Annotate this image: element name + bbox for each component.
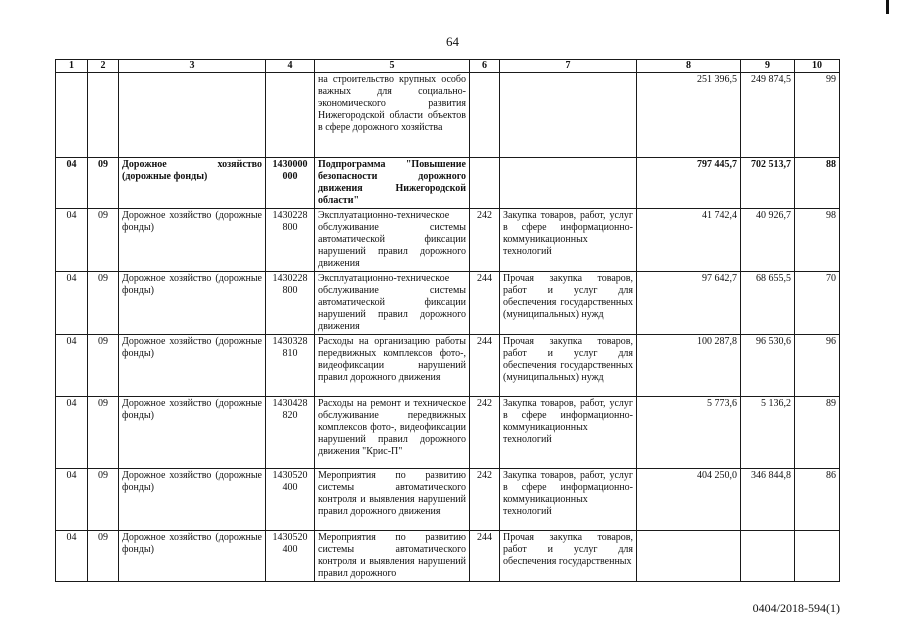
planned-amount-cell: 100 287,8 [637,335,741,397]
header-cell: 8 [637,60,741,73]
expense-type-name-cell: Прочая закупка товаров, работ и услуг для обеспечения государственных (муниципальных) нужд [500,335,637,397]
header-cell: 7 [500,60,637,73]
subsection-code-cell: 09 [88,531,119,582]
section-name-cell: Дорожное хозяйство (дорожные фонды) [119,397,266,469]
execution-percent-cell: 99 [795,73,840,158]
expense-type-code-cell: 244 [470,531,500,582]
expense-name-cell: Мероприятия по развитию системы автоматического контроля и выявления нарушений правил дорожного движения [315,469,470,531]
planned-amount-cell: 41 742,4 [637,209,741,272]
expense-name-cell: Мероприятия по развитию системы автоматического контроля и выявления нарушений правил дорожного [315,531,470,582]
actual-amount-cell: 702 513,7 [741,158,795,209]
expense-type-code-cell: 242 [470,209,500,272]
expense-type-name-cell [500,73,637,158]
header-cell: 9 [741,60,795,73]
header-cell: 5 [315,60,470,73]
planned-amount-cell: 97 642,7 [637,272,741,335]
table-row [56,209,840,272]
header-cell: 4 [266,60,315,73]
target-article-cell: 1430520 400 [266,531,315,582]
execution-percent-cell: 88 [795,158,840,209]
section-name-cell: Дорожное хозяйство (дорожные фонды) [119,531,266,582]
planned-amount-cell: 5 773,6 [637,397,741,469]
target-article-cell [266,73,315,158]
expense-type-code-cell [470,73,500,158]
header-row [56,60,840,73]
table-row [56,397,840,469]
expense-type-name-cell: Прочая закупка товаров, работ и услуг для обеспечения государственных (муниципальных) нужд [500,272,637,335]
table-row [56,73,840,158]
expense-type-name-cell: Закупка товаров, работ, услуг в сфере информационно-коммуникационных технологий [500,209,637,272]
expense-type-name-cell [500,158,637,209]
expense-type-code-cell [470,158,500,209]
actual-amount-cell: 249 874,5 [741,73,795,158]
document-code: 0404/2018-594(1) [752,601,840,615]
budget-table [55,59,840,582]
subsection-code-cell: 09 [88,469,119,531]
planned-amount-cell [637,531,741,582]
expense-name-cell: на строительство крупных особо важных для социально-экономического развития Нижегородской области объектов в сфере дорожного хозяйства [315,73,470,158]
expense-type-name-cell: Прочая закупка товаров, работ и услуг для обеспечения государственных [500,531,637,582]
section-code-cell: 04 [56,469,88,531]
expense-name-cell: Расходы на ремонт и техническое обслуживание передвижных комплексов фото-, видеофиксации нарушений правил дорожного движения "Крис-П" [315,397,470,469]
header-cell: 10 [795,60,840,73]
expense-name-cell: Эксплуатационно-техническое обслуживание системы автоматической фиксации нарушений правил дорожного движения [315,272,470,335]
target-article-cell: 1430428 820 [266,397,315,469]
actual-amount-cell: 40 926,7 [741,209,795,272]
subsection-code-cell: 09 [88,158,119,209]
section-name-cell: Дорожное хозяйство (дорожные фонды) [119,335,266,397]
actual-amount-cell: 96 530,6 [741,335,795,397]
actual-amount-cell: 5 136,2 [741,397,795,469]
edge-mark [886,0,889,14]
table-row [56,335,840,397]
execution-percent-cell: 89 [795,397,840,469]
planned-amount-cell: 797 445,7 [637,158,741,209]
header-cell: 6 [470,60,500,73]
expense-name-cell: Подпрограмма "Повышение безопасности дорожного движения Нижегородской области" [315,158,470,209]
subsection-code-cell: 09 [88,272,119,335]
section-code-cell: 04 [56,209,88,272]
execution-percent-cell: 70 [795,272,840,335]
section-code-cell: 04 [56,158,88,209]
actual-amount-cell [741,531,795,582]
target-article-cell: 1430328 810 [266,335,315,397]
expense-name-cell: Эксплуатационно-техническое обслуживание системы автоматической фиксации нарушений правил дорожного движения [315,209,470,272]
table-row [56,158,840,209]
subsection-code-cell: 09 [88,397,119,469]
section-name-cell: Дорожное хозяйство (дорожные фонды) [119,158,266,209]
expense-type-name-cell: Закупка товаров, работ, услуг в сфере информационно-коммуникационных технологий [500,397,637,469]
section-code-cell: 04 [56,272,88,335]
target-article-cell: 1430228 800 [266,272,315,335]
expense-type-name-cell: Закупка товаров, работ, услуг в сфере информационно-коммуникационных технологий [500,469,637,531]
actual-amount-cell: 346 844,8 [741,469,795,531]
execution-percent-cell [795,531,840,582]
execution-percent-cell: 86 [795,469,840,531]
section-name-cell: Дорожное хозяйство (дорожные фонды) [119,469,266,531]
planned-amount-cell: 251 396,5 [637,73,741,158]
section-code-cell: 04 [56,397,88,469]
table-body [56,73,840,582]
expense-type-code-cell: 242 [470,397,500,469]
target-article-cell: 1430000 000 [266,158,315,209]
planned-amount-cell: 404 250,0 [637,469,741,531]
page-number: 64 [446,34,459,49]
target-article-cell: 1430228 800 [266,209,315,272]
section-code-cell: 04 [56,335,88,397]
expense-name-cell: Расходы на организацию работы передвижных комплексов фото-, видеофиксации нарушений правил дорожного движения [315,335,470,397]
execution-percent-cell: 96 [795,335,840,397]
target-article-cell: 1430520 400 [266,469,315,531]
expense-type-code-cell: 244 [470,272,500,335]
header-cell: 3 [119,60,266,73]
table-row [56,469,840,531]
subsection-code-cell: 09 [88,335,119,397]
section-name-cell: Дорожное хозяйство (дорожные фонды) [119,272,266,335]
subsection-code-cell [88,73,119,158]
section-code-cell [56,73,88,158]
section-name-cell [119,73,266,158]
table-row [56,531,840,582]
section-code-cell: 04 [56,531,88,582]
table-row [56,272,840,335]
execution-percent-cell: 98 [795,209,840,272]
section-name-cell: Дорожное хозяйство (дорожные фонды) [119,209,266,272]
header-cell: 2 [88,60,119,73]
expense-type-code-cell: 244 [470,335,500,397]
header-cell: 1 [56,60,88,73]
expense-type-code-cell: 242 [470,469,500,531]
actual-amount-cell: 68 655,5 [741,272,795,335]
subsection-code-cell: 09 [88,209,119,272]
